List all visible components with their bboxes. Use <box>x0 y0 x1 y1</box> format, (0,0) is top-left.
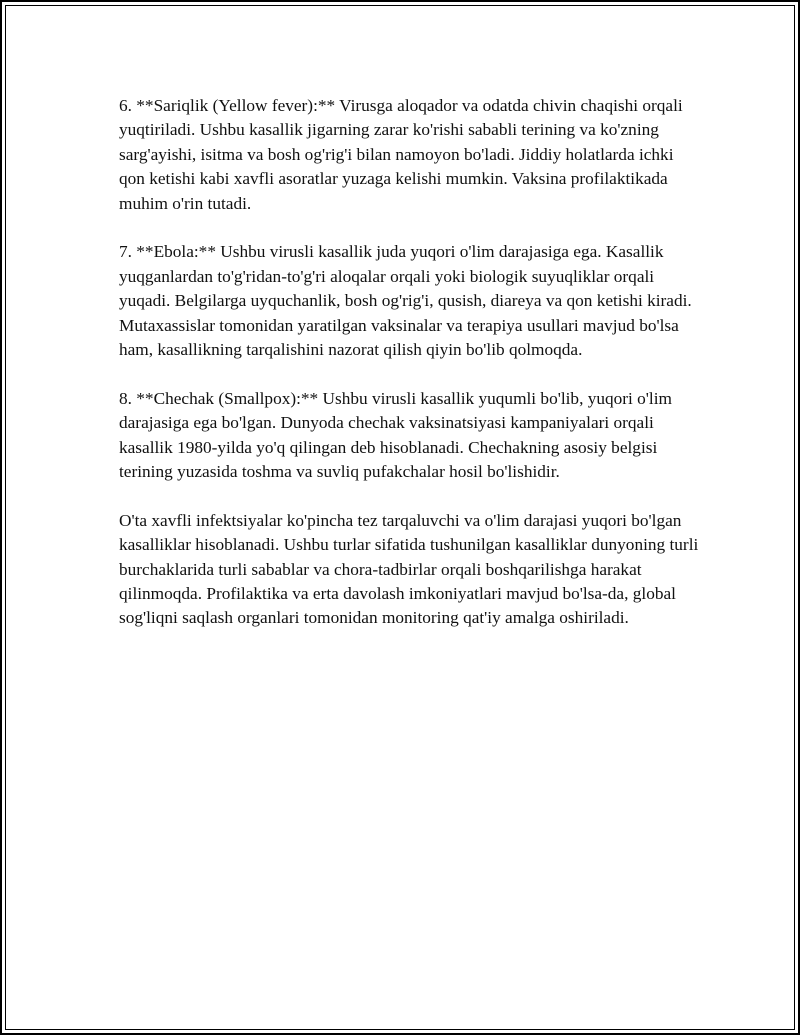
paragraph-ebola: 7. **Ebola:** Ushbu virusli kasallik juda yuqori o'lim darajasiga ega. Kasallik yuqganlardan to'g'ridan-to'g'ri aloqalar orqali yoki biologik suyuqliklar orqali yuqadi. Belgilarga uyquchanlik, bosh og'rig'i, qusish, diareya va qon ketishi kiradi. Mutaxassislar tomonidan yaratilgan vaksinalar va terapiya usullari mavjud bo'lsa ham, kasallikning tarqalishini nazorat qilish qiyin bo'lib qolmoqda. <box>119 242 692 360</box>
document-body <box>119 94 699 655</box>
paragraph-yellow-fever: 6. **Sariqlik (Yellow fever):** Virusga aloqador va odatda chivin chaqishi orqali yuqtiriladi. Ushbu kasallik jigarning zarar ko'rishi sababli terining va ko'zning sarg'ayishi, isitma va bosh og'rig'i bilan namoyon bo'ladi. Jiddiy holatlarda ichki qon ketishi kabi xavfli asoratlar yuzaga kelishi mumkin. Vaksina profilaktikada muhim o'rin tutadi. <box>119 96 683 213</box>
paragraph-smallpox: 8. **Chechak (Smallpox):** Ushbu virusli kasallik yuqumli bo'lib, yuqori o'lim darajasiga ega bo'lgan. Dunyoda chechak vaksinatsiyasi kampaniyalari orqali kasallik 1980-yilda yo'q qilingan deb hisoblanadi. Chechakning asosiy belgisi terining yuzasida toshma va suvliq pufakchalar hosil bo'lishidir. <box>119 388 672 482</box>
paragraph-conclusion: O'ta xavfli infektsiyalar ko'pincha tez tarqaluvchi va o'lim darajasi yuqori bo'lgan kasalliklar hisoblanadi. Ushbu turlar sifatida tushunilgan kasalliklar dunyoning turli burchaklarida turli sabablar va chora-tadbirlar orqali boshqarilishga harakat qilinmoqda. Profilaktika va erta davolash imkoniyatlari mavjud bo'lsa-da, global sog'liqni saqlash organlari tomonidan monitoring qat'iy amalga oshiriladi. <box>119 510 699 628</box>
